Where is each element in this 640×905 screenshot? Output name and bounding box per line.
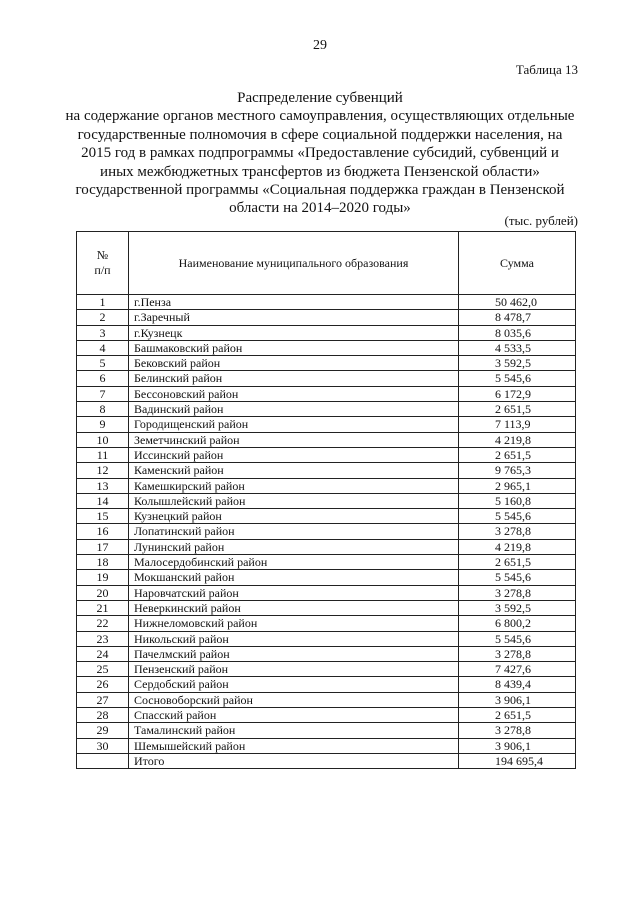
cell-sum: 5 545,6 (459, 509, 576, 524)
cell-sum: 8 478,7 (459, 310, 576, 325)
table-row (77, 738, 576, 753)
title-line: Распределение субвенций (237, 90, 403, 106)
cell-number: 21 (77, 600, 129, 615)
cell-name: Спасский район (129, 708, 459, 723)
cell-number: 29 (77, 723, 129, 738)
cell-sum: 4 533,5 (459, 340, 576, 355)
cell-name: Колышлейский район (129, 493, 459, 508)
cell-sum: 3 906,1 (459, 738, 576, 753)
cell-number: 30 (77, 738, 129, 753)
header-name: Наименование муниципального образования (129, 232, 459, 295)
cell-name: Иссинский район (129, 447, 459, 462)
cell-number: 9 (77, 417, 129, 432)
cell-number: 19 (77, 570, 129, 585)
table-row (77, 310, 576, 325)
cell-sum: 50 462,0 (459, 295, 576, 310)
table-row (77, 570, 576, 585)
cell-sum: 4 219,8 (459, 539, 576, 554)
cell-sum: 3 278,8 (459, 585, 576, 600)
cell-name: Шемышейский район (129, 738, 459, 753)
cell-number: 23 (77, 631, 129, 646)
table-label: Таблица 13 (515, 62, 578, 77)
cell-sum: 3 278,8 (459, 524, 576, 539)
table-row (77, 447, 576, 462)
table-row (77, 555, 576, 570)
cell-name: г.Пенза (129, 295, 459, 310)
cell-sum: 6 172,9 (459, 386, 576, 401)
units-note: (тыс. рублей) (504, 213, 578, 228)
cell-sum: 3 592,5 (459, 356, 576, 371)
title-line: области на 2014–2020 годы» (229, 200, 411, 217)
cell-name: Сердобский район (129, 677, 459, 692)
table-row (77, 616, 576, 631)
cell-name: Сосновоборский район (129, 692, 459, 707)
cell-number: 18 (77, 555, 129, 570)
cell-name: Лунинский район (129, 539, 459, 554)
cell-name: Никольский район (129, 631, 459, 646)
cell-name: Наровчатский район (129, 585, 459, 600)
cell-number: 7 (77, 386, 129, 401)
table-row (77, 478, 576, 493)
cell-number: 26 (77, 677, 129, 692)
title-line: на содержание органов местного самоуправления, осуществляющих отдельные (65, 108, 575, 125)
cell-sum: 7 427,6 (459, 662, 576, 677)
cell-sum: 8 035,6 (459, 325, 576, 340)
cell-name: Камешкирский район (129, 478, 459, 493)
header-number-line2: п/п (94, 263, 111, 277)
table-row (77, 646, 576, 661)
cell-number: 6 (77, 371, 129, 386)
cell-number: 13 (77, 478, 129, 493)
cell-sum: 2 651,5 (459, 402, 576, 417)
cell-sum: 3 278,8 (459, 646, 576, 661)
cell-name: Итого (129, 753, 459, 768)
header-number (77, 232, 129, 295)
cell-sum: 2 651,5 (459, 447, 576, 462)
cell-sum: 6 800,2 (459, 616, 576, 631)
table-row (77, 631, 576, 646)
table-row (77, 340, 576, 355)
table-row (77, 463, 576, 478)
cell-sum: 5 545,6 (459, 570, 576, 585)
cell-number: 17 (77, 539, 129, 554)
cell-name: Башмаковский район (129, 340, 459, 355)
table-total-row (77, 753, 576, 768)
distribution-table (76, 231, 576, 769)
cell-name: г.Заречный (129, 310, 459, 325)
cell-number: 25 (77, 662, 129, 677)
table-row (77, 509, 576, 524)
header-number-line1: № (96, 248, 109, 262)
cell-sum: 5 545,6 (459, 631, 576, 646)
cell-name: Нижнеломовский район (129, 616, 459, 631)
cell-number: 16 (77, 524, 129, 539)
cell-number: 15 (77, 509, 129, 524)
cell-name: Малосердобинский район (129, 555, 459, 570)
cell-name: Кузнецкий район (129, 509, 459, 524)
table-row (77, 708, 576, 723)
cell-name: г.Кузнецк (129, 325, 459, 340)
table-row (77, 723, 576, 738)
cell-number: 20 (77, 585, 129, 600)
cell-number: 28 (77, 708, 129, 723)
table-row (77, 493, 576, 508)
cell-name: Пензенский район (129, 662, 459, 677)
cell-sum: 9 765,3 (459, 463, 576, 478)
cell-number: 8 (77, 402, 129, 417)
table-row (77, 524, 576, 539)
cell-number: 27 (77, 692, 129, 707)
cell-number: 22 (77, 616, 129, 631)
cell-name: Земетчинский район (129, 432, 459, 447)
cell-name: Тамалинский район (129, 723, 459, 738)
table-body (77, 295, 576, 769)
cell-name: Вадинский район (129, 402, 459, 417)
cell-sum: 5 545,6 (459, 371, 576, 386)
table-row (77, 585, 576, 600)
table-row (77, 539, 576, 554)
table-row (77, 417, 576, 432)
cell-number: 3 (77, 325, 129, 340)
table-row (77, 600, 576, 615)
cell-sum: 2 965,1 (459, 478, 576, 493)
cell-name: Мокшанский район (129, 570, 459, 585)
cell-name: Каменский район (129, 463, 459, 478)
title-line: 2015 год в рамках подпрограммы «Предоставление субсидий, субвенций и (81, 145, 559, 162)
table-row (77, 295, 576, 310)
title-line: государственной программы «Социальная поддержка граждан в Пензенской (75, 182, 565, 199)
table-row (77, 386, 576, 401)
header-sum: Сумма (459, 232, 576, 295)
table-row (77, 662, 576, 677)
cell-number: 12 (77, 463, 129, 478)
cell-name: Бековский район (129, 356, 459, 371)
cell-sum: 2 651,5 (459, 555, 576, 570)
table-row (77, 677, 576, 692)
table-row (77, 356, 576, 371)
cell-name: Пачелмский район (129, 646, 459, 661)
table-header-row (77, 232, 576, 295)
cell-sum: 4 219,8 (459, 432, 576, 447)
table-row (77, 692, 576, 707)
title-line: государственные полномочия в сфере социальной поддержки населения, на (77, 126, 563, 143)
cell-number: 1 (77, 295, 129, 310)
cell-sum: 5 160,8 (459, 493, 576, 508)
cell-name: Бессоновский район (129, 386, 459, 401)
cell-name: Лопатинский район (129, 524, 459, 539)
cell-name: Белинский район (129, 371, 459, 386)
cell-number: 14 (77, 493, 129, 508)
cell-sum: 3 906,1 (459, 692, 576, 707)
page-number: 29 (313, 38, 327, 53)
cell-sum: 7 113,9 (459, 417, 576, 432)
title-line: иных межбюджетных трансфертов из бюджета Пензенской области» (100, 163, 540, 180)
cell-number (77, 753, 129, 768)
document-title (60, 89, 580, 218)
cell-sum: 2 651,5 (459, 708, 576, 723)
cell-sum: 8 439,4 (459, 677, 576, 692)
table-row (77, 402, 576, 417)
cell-sum: 194 695,4 (459, 753, 576, 768)
cell-number: 24 (77, 646, 129, 661)
cell-number: 2 (77, 310, 129, 325)
table-row (77, 371, 576, 386)
table-row (77, 432, 576, 447)
cell-number: 10 (77, 432, 129, 447)
cell-number: 4 (77, 340, 129, 355)
cell-sum: 3 278,8 (459, 723, 576, 738)
cell-sum: 3 592,5 (459, 600, 576, 615)
cell-name: Неверкинский район (129, 600, 459, 615)
table-row (77, 325, 576, 340)
cell-name: Городищенский район (129, 417, 459, 432)
cell-number: 11 (77, 447, 129, 462)
cell-number: 5 (77, 356, 129, 371)
